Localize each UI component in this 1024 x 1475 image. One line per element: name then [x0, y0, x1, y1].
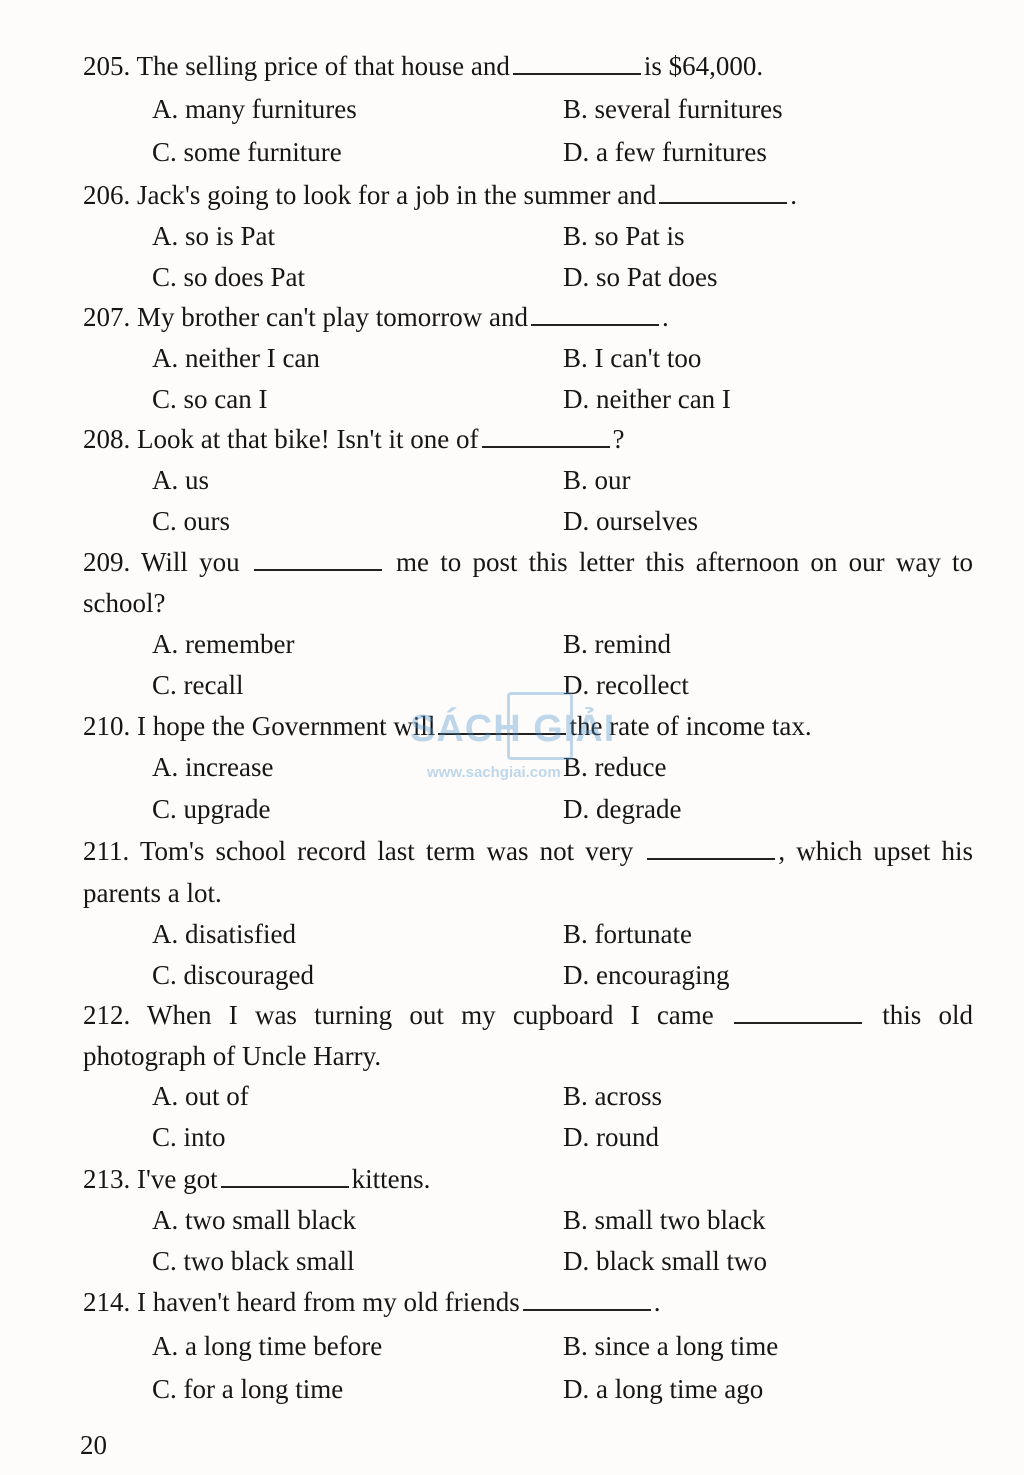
option-b: B. several furnitures — [563, 94, 783, 124]
option-c: C. upgrade — [152, 794, 271, 824]
option-b: B. our — [563, 465, 631, 495]
option-b: B. I can't too — [563, 343, 702, 373]
option-d: D. neither can I — [563, 384, 731, 414]
option-b: B. across — [563, 1081, 662, 1111]
answer-blank — [221, 1162, 349, 1188]
option-a: A. out of — [152, 1081, 249, 1111]
answer-blank — [647, 834, 775, 860]
question-213: 213. I've got kittens. — [83, 1164, 431, 1194]
option-a: A. us — [152, 465, 210, 495]
option-d: D. recollect — [563, 670, 689, 700]
option-d: D. a long time ago — [563, 1374, 764, 1404]
option-c: C. for a long time — [152, 1374, 344, 1404]
option-b: B. remind — [563, 629, 671, 659]
option-a: A. neither I can — [152, 343, 320, 373]
answer-blank — [531, 300, 659, 326]
option-d: D. ourselves — [563, 506, 698, 536]
option-a: A. disatisfied — [152, 919, 296, 949]
option-b: B. so Pat is — [563, 221, 685, 251]
option-c: C. so does Pat — [152, 262, 306, 292]
option-a: A. many furnitures — [152, 94, 357, 124]
option-d: D. so Pat does — [563, 262, 718, 292]
option-a: A. remember — [152, 629, 295, 659]
option-b: B. small two black — [563, 1205, 766, 1235]
option-c: C. ours — [152, 506, 231, 536]
question-212-continuation: photograph of Uncle Harry. — [83, 1041, 382, 1071]
answer-blank — [254, 545, 382, 571]
option-d: D. round — [563, 1122, 659, 1152]
option-c: C. some furniture — [152, 137, 342, 167]
option-c: C. discouraged — [152, 960, 314, 990]
question-211: 211. Tom's school record last term was not very , which upset his — [83, 836, 973, 866]
question-210: 210. I hope the Government will the rate of income tax. — [83, 711, 812, 741]
answer-blank — [513, 49, 641, 75]
option-d: D. degrade — [563, 794, 682, 824]
watermark-logo — [410, 688, 630, 798]
answer-blank — [734, 998, 862, 1024]
option-c: C. into — [152, 1122, 226, 1152]
option-d: D. a few furnitures — [563, 137, 767, 167]
option-c: C. so can I — [152, 384, 268, 414]
question-211-continuation: parents a lot. — [83, 878, 222, 908]
question-212: 212. When I was turning out my cupboard I came this old — [83, 1000, 974, 1030]
question-209-continuation: school? — [83, 588, 166, 618]
option-a: A. increase — [152, 752, 274, 782]
option-a: A. a long time before — [152, 1331, 383, 1361]
answer-blank — [659, 178, 787, 204]
option-c: C. two black small — [152, 1246, 355, 1276]
question-208: 208. Look at that bike! Isn't it one of ? — [83, 424, 625, 454]
answer-blank — [482, 422, 610, 448]
option-a: A. two small black — [152, 1205, 356, 1235]
question-206: 206. Jack's going to look for a job in the summer and . — [83, 180, 798, 210]
watermark-url: www.sachgiai.com — [427, 764, 561, 781]
option-b: B. reduce — [563, 752, 667, 782]
option-c: C. recall — [152, 670, 244, 700]
option-b: B. since a long time — [563, 1331, 779, 1361]
option-d: D. encouraging — [563, 960, 730, 990]
question-214: 214. I haven't heard from my old friends . — [83, 1287, 661, 1317]
page-number: 20 — [80, 1430, 107, 1460]
answer-blank — [523, 1285, 651, 1311]
option-b: B. fortunate — [563, 919, 692, 949]
watermark-brand: SÁCH GIẢI — [410, 708, 616, 750]
option-a: A. so is Pat — [152, 221, 276, 251]
question-207: 207. My brother can't play tomorrow and . — [83, 302, 669, 332]
question-205: 205. The selling price of that house and is $64,000. — [83, 51, 764, 81]
question-209: 209. Will you me to post this letter this afternoon on our way to — [83, 547, 974, 577]
option-d: D. black small two — [563, 1246, 767, 1276]
